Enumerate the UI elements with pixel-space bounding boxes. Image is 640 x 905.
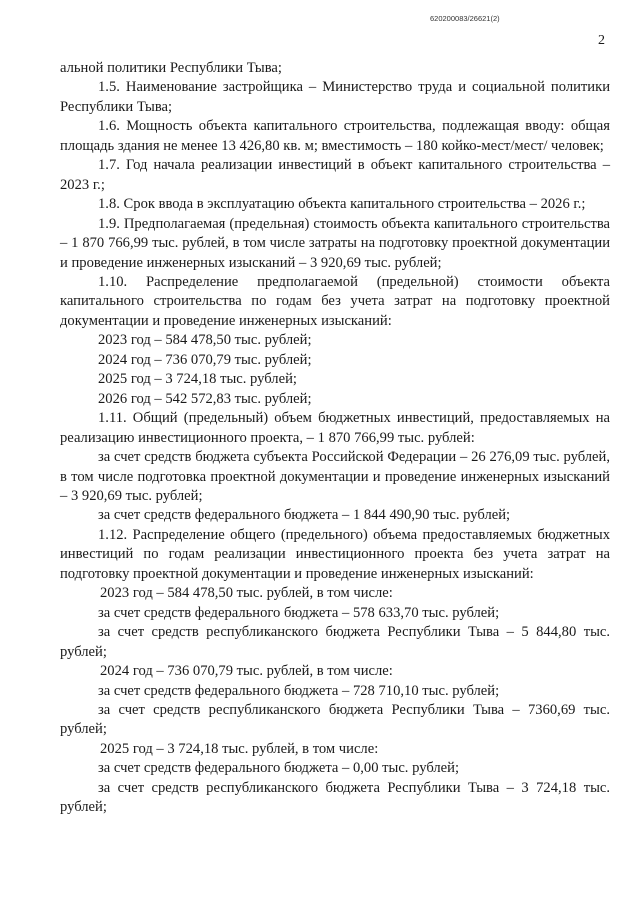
- list-item: за счет средств федерального бюджета – 578 633,70 тыс. рублей;: [98, 604, 500, 621]
- list-item: за счет средств федерального бюджета – 728 710,10 тыс. рублей;: [98, 682, 500, 699]
- paragraph: 1.11. Общий (предельный) объем бюджетных инвестиций, предоставляемых на реализацию инвестиционного проекта, – 1 870 766,99 тыс. рублей:: [60, 410, 610, 446]
- list-item: за счет средств республиканского бюджета Республики Тыва – 7360,69 тыс. рублей;: [60, 701, 610, 738]
- list-item: 2026 год – 542 572,83 тыс. рублей;: [98, 390, 312, 407]
- paragraph: 1.7. Год начала реализации инвестиций в объект капитального строительства – 2023 г.;: [60, 157, 610, 193]
- paragraph: за счет средств федерального бюджета – 1 844 490,90 тыс. рублей;: [98, 507, 511, 524]
- paragraph: альной политики Республики Тыва;: [60, 60, 282, 76]
- list-item: 2024 год – 736 070,79 тыс. рублей;: [98, 351, 312, 368]
- list-item: за счет средств республиканского бюджета Республики Тыва – 3 724,18 тыс. рублей;: [60, 779, 610, 816]
- list-item: 2024 год – 736 070,79 тыс. рублей, в том числе:: [100, 663, 393, 680]
- paragraph: 1.9. Предполагаемая (предельная) стоимость объекта капитального строительства – 1 870 766,99 тыс. рублей, в том числе затраты на подготовку проектной документации и проведение инженерных изысканий – 3 920,69 тыс. рублей;: [60, 215, 610, 271]
- document-number: 620200083/26621(2): [430, 14, 500, 23]
- list-item: за счет средств республиканского бюджета Республики Тыва – 5 844,80 тыс. рублей;: [60, 624, 610, 660]
- paragraph: 1.6. Мощность объекта капитального строительства, подлежащая вводу: общая площадь здания не менее 13 426,80 кв. м; вместимость – 180 койко-мест/мест/ человек;: [60, 118, 610, 154]
- list-item: 2025 год – 3 724,18 тыс. рублей;: [98, 371, 297, 388]
- list-item: 2025 год – 3 724,18 тыс. рублей, в том числе:: [100, 740, 379, 757]
- page-number: 2: [598, 33, 605, 48]
- list-item: 2023 год – 584 478,50 тыс. рублей, в том числе:: [100, 585, 393, 602]
- paragraph: 1.5. Наименование застройщика – Министерство труда и социальной политики Республики Тыва;: [60, 79, 610, 115]
- list-item: 2023 год – 584 478,50 тыс. рублей;: [98, 332, 312, 349]
- list-item: за счет средств федерального бюджета – 0,00 тыс. рублей;: [98, 760, 460, 777]
- document-body: [60, 59, 610, 818]
- paragraph: за счет средств бюджета субъекта Российской Федерации – 26 276,09 тыс. рублей, в том числе подготовка проектной документации и проведение инженерных изысканий – 3 920,69 тыс. рублей;: [60, 449, 610, 504]
- paragraph: 1.10. Распределение предполагаемой (предельной) стоимости объекта капитального строительства по годам без учета затрат на подготовку проектной документации и проведение инженерных изысканий:: [60, 273, 610, 329]
- paragraph: 1.8. Срок ввода в эксплуатацию объекта капитального строительства – 2026 г.;: [98, 196, 586, 213]
- paragraph: 1.12. Распределение общего (предельного) объема предоставляемых бюджетных инвестиций по годам реализации инвестиционного проекта без учета затрат на подготовку проектной документации и проведение инженерных изысканий:: [60, 526, 610, 582]
